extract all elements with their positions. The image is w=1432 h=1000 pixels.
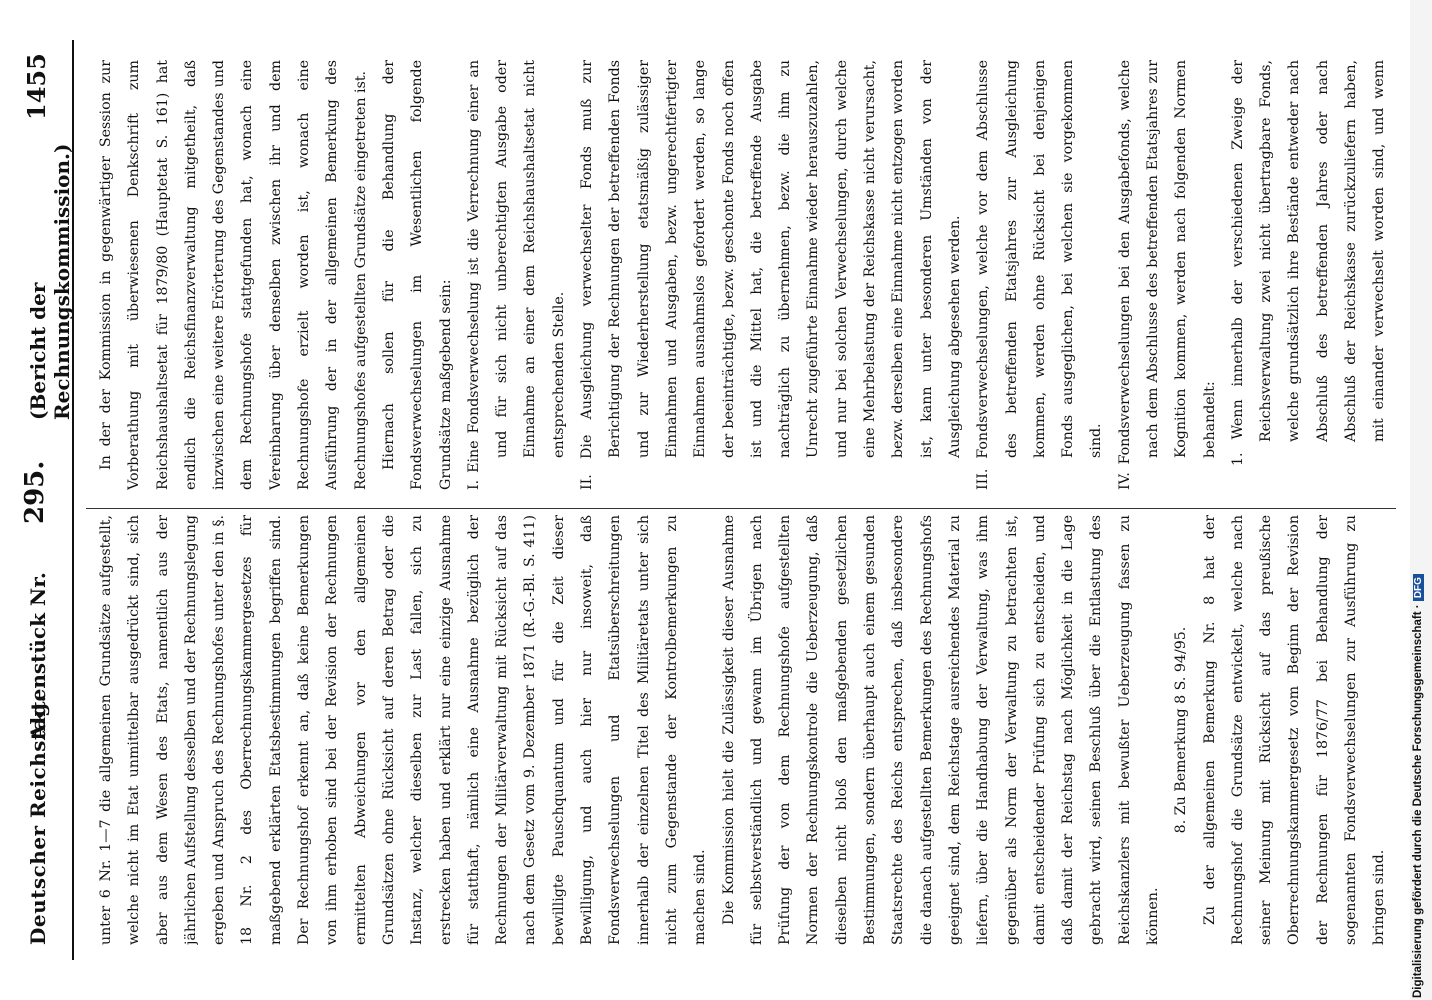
page-number: 1455: [22, 53, 51, 120]
funding-label: Digitalisierung gefördert durch die Deutsche Forschungsgemeinschaft: [1412, 611, 1424, 998]
item-text: Fondsverwechselungen, welche vor dem Abschlusse des betreffenden Etatsjahres zur Ausgleichung kommen, werden ohne Rücksicht bei denjenigen Fonds ausgeglichen, bei welchen sie vorgekommen sind.: [975, 60, 1105, 459]
header-number: 295.: [20, 460, 50, 524]
item-text: Fondsverwechselungen bei den Ausgabefonds, welche nach dem Abschlusse des betreffenden Etatsjahres zur Kognition kommen, werden nach folgenden Normen behandelt:: [1116, 60, 1218, 465]
header-right: (Bericht der Rechnungskommission.): [26, 143, 74, 420]
dfg-logo: DFG: [1413, 574, 1424, 601]
funding-banner: [1410, 0, 1432, 1000]
paragraph: In der der Kommission in gegenwärtiger Session zur Vorberathung mit überwiesenen Denkschrift zum Reichshaushaltsetat für 1879/80 (Hauptetat S. 161) hat endlich die Reichsfinanzverwaltung mitgetheilt, daß inzwischen eine weitere Erörterung des Gegenstandes und dem Rechnungshofe stattgefunden hat, wonach eine Vereinbarung über denselben zwischen ihr und dem Rechnungshofe erzielt worden ist, wonach eine Ausführung der in der allgemeinen Bemerkung des Rechnungshofes aufgestellten Grundsätze eingetreten ist.: [98, 60, 369, 490]
right-column: [92, 60, 1392, 490]
list-item: [969, 60, 1110, 490]
left-column: [92, 515, 1392, 945]
column-divider: [86, 508, 1396, 509]
list-item: [573, 60, 969, 490]
header-center: Aktenstück Nr.: [26, 572, 50, 740]
page-header: [16, 0, 74, 1000]
sub-item-text: Wenn innerhalb der verschiedenen Zweige der Reichsverwaltung zwei nicht übertragbare Fonds, welche grundsätzlich ihre Bestände entweder nach Abschluß des betreffenden Jahres oder nach Abschluß der Reichskasse zurückzuliefern haben, mit einander verwechselt worden sind, und wenn: [1229, 60, 1388, 442]
header-left: Deutscher Reichstag.: [26, 694, 50, 945]
section-heading: 8. Zu Bemerkung 8 S. 94/95.: [1173, 626, 1190, 834]
list-item: [1111, 60, 1224, 490]
item-number: I.: [465, 479, 482, 490]
item-text: Eine Fondsverwechselung ist die Verrechnung einer an und für sich nicht unberechtigten Ausgabe oder Einnahme an einer dem Reichshaushaltsetat nicht entsprechenden Stelle.: [465, 60, 567, 473]
item-number: II.: [579, 474, 596, 490]
paragraph: unter 6 Nr. 1—7 die allgemeinen Grundsätze aufgestellt, welche nicht im Etat unmittelbar ausgedrückt sind, sich aber aus dem Wesen des Etats, namentlich aus der jährlichen Aufstellung desselben und der Rechnungslegung ergeben und Anspruch des Rechnungshofes unter den in §. 18 Nr. 2 des Oberrechnungskammergesetzes für maßgebend erklärten Etatsbestimmungen begriffen sind. Der Rechnungshof erkennt an, daß keine Bemerkungen von ihm erhoben sind bei der Revision der Rechnungen ermittelten Abweichungen vor den allgemeinen Grundsätzen ohne Rücksicht auf deren Betrag oder die Instanz, welcher dieselben zur Last fallen, sich zu erstrecken haben und erklärt nur eine einzige Ausnahme für statthaft, nämlich eine Ausnahme bezüglich der Rechnungen der Militärverwaltung mit Rücksicht auf das nach dem Gesetz vom 9. Dezember 1871 (R.-G.-Bl. S. 411) bewilligte Pauschquantum und für die Zeit dieser Bewilligung, und auch hier nur insoweit, daß Fondsverwechselungen und Etatsüberschreitungen innerhalb der einzelnen Titel des Militäretats unter sich nicht zum Gegenstande der Kontrolbemerkungen zu machen sind.: [98, 515, 709, 945]
header-rule: [72, 40, 74, 960]
list-item: [460, 60, 573, 490]
item-number: III.: [975, 468, 992, 490]
paragraph: Die Kommission hielt die Zulässigkeit dieser Ausnahme für selbstverständlich und gewann im Übrigen nach Prüfung der von dem Rechnungshofe aufgestellten Normen der Rechnungskontrole die Ueberzeugung, daß dieselben nicht bloß den maßgebenden gesetzlichen Bestimmungen, sondern überhaupt auch einem gesunden Staatsrechte des Reichs entsprechen, daß insbesondere die danach aufgestellten Bemerkungen des Rechnungshofs geeignet sind, dem Reichstage ausreichendes Material zu liefern, über die Handhabung der Verwaltung, was ihm gegenüber als Norm der Verwaltung zu betrachten ist, damit entscheidender Prüfung sich zu entscheiden, und daß damit der Reichstag nach Möglichkeit in die Lage gebracht wird, seinen Beschluß über die Entlastung des Reichskanzlers mit bewußter Ueberzeugung fassen zu können.: [720, 515, 1161, 945]
paragraph: Hiernach sollen für die Behandlung der Fondsverwechselungen im Wesentlichen folgende Grundsätze maßgebend sein:: [380, 60, 454, 490]
sub-item-number: 1.: [1229, 452, 1246, 466]
item-number: IV.: [1116, 472, 1133, 490]
item-text: Die Ausgleichung verwechselter Fonds muß zur Berichtigung der Rechnungen der betreffenden Fonds und zur Wiederherstellung etatsmäßig zulässiger Einnahmen und Ausgaben, bezw. ungerechtfertigter Einnahmen ausnahmslos gefordert werden, so lange der beeinträchtigte, bezw. geschonte Fonds noch offen ist und die Mittel hat, die betreffende Ausgabe nachträglich zu übernehmen, bezw. die ihm zu Unrecht zugeführte Einnahme wieder herauszuzahlen, und nur bei solchen Verwechselungen, durch welche eine Mehrbelastung der Reichskasse nicht verursacht, bezw. derselben eine Einnahme nicht entzogen worden ist, kann unter besonderen Umständen von der Ausgleichung abgesehen werden.: [579, 60, 963, 459]
sub-item: [1224, 60, 1392, 490]
funding-text: Digitalisierung gefördert durch die Deutsche Forschungsgemeinschaft · DFG: [1412, 8, 1430, 998]
paragraph: Zu der allgemeinen Bemerkung Nr. 8 hat der Rechnungshof die Grundsätze entwickelt, welche nach seiner Meinung mit Rücksicht auf das preußische Oberrechnungskammergesetz vom Beginn der Revision der Rechnungen für 1876/77 bei Behandlung der sogenannten Fondsverwechselungen zur Ausführung zu bringen sind.: [1201, 515, 1388, 945]
